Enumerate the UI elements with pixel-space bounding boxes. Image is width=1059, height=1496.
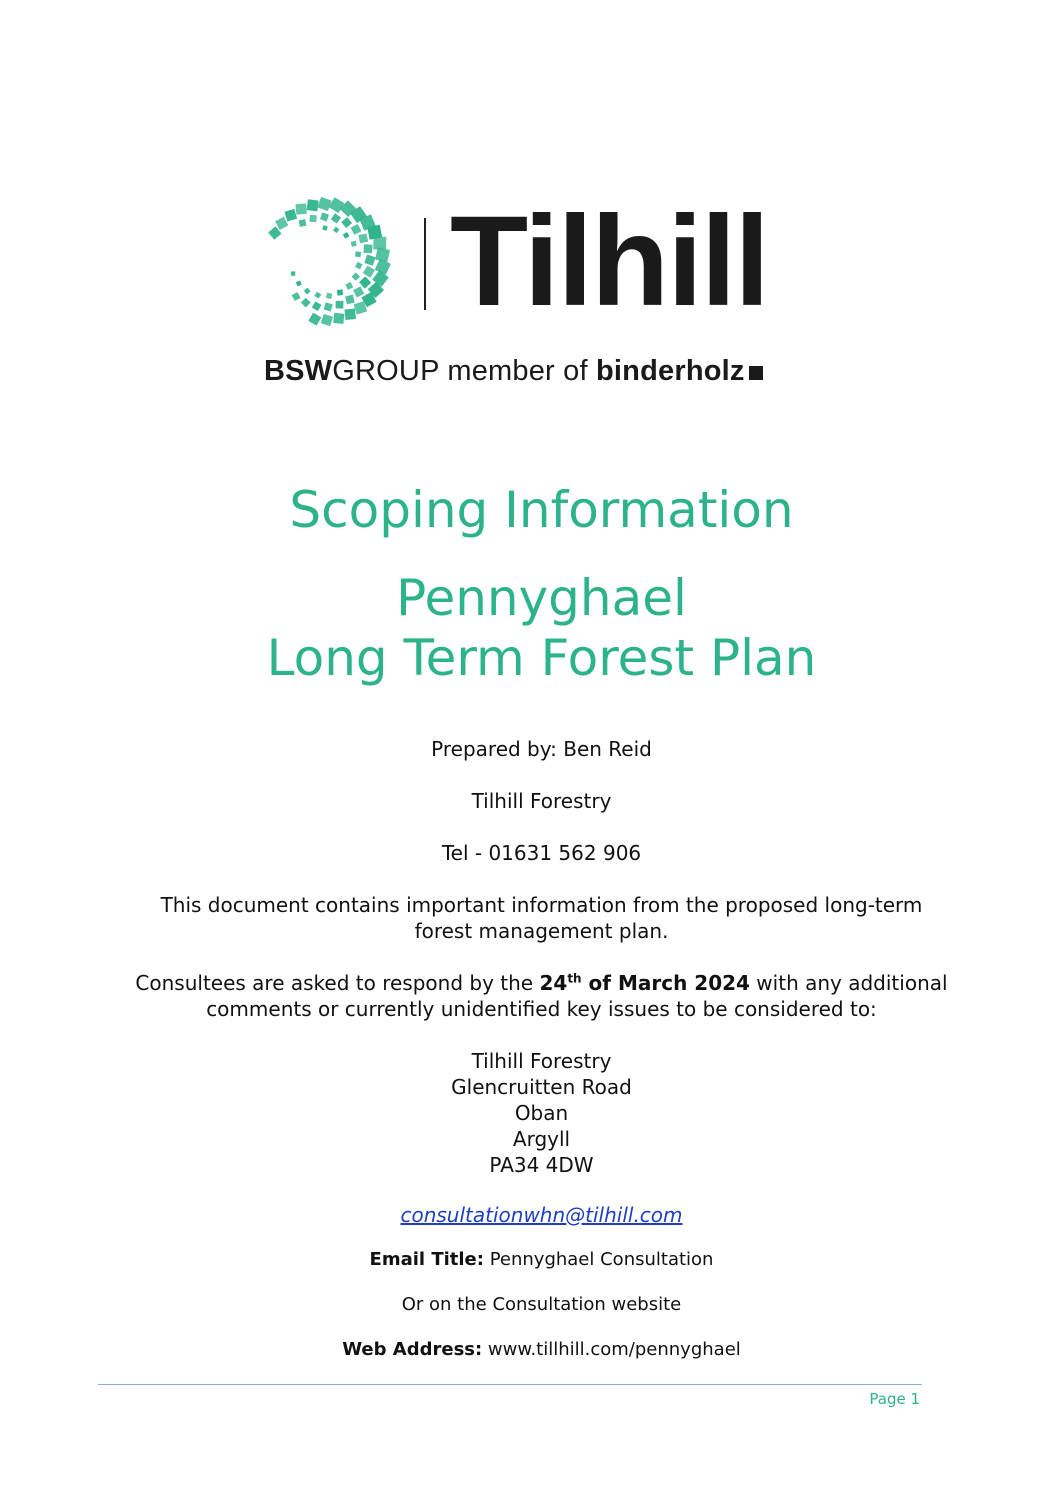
intro-line2: forest management plan.	[414, 919, 669, 943]
tilhill-logo	[250, 192, 810, 392]
tagline-group: GROUP	[332, 355, 440, 387]
logo-mark-square	[333, 227, 339, 233]
tagline-member: member of	[439, 355, 597, 387]
logo-mark-square	[364, 255, 375, 266]
logo-mark-square	[314, 292, 321, 299]
consult-suffix: with any additional	[749, 971, 948, 995]
logo-mark-square	[345, 282, 353, 290]
page-number: Page 1	[869, 1390, 920, 1408]
deadline-month-year: of March 2024	[581, 971, 750, 995]
logo-mark-square	[353, 286, 364, 297]
logo-mark-square	[363, 265, 375, 277]
web-address-value: www.tillhill.com/pennyghael	[482, 1339, 741, 1360]
logo-mark-square	[322, 225, 328, 231]
logo-mark-square	[363, 244, 372, 253]
web-address	[0, 1338, 1059, 1362]
logo-mark-square	[321, 314, 333, 326]
document-title: Scoping Information	[289, 481, 794, 539]
logo-mark-square	[355, 251, 361, 257]
logo-mark-square	[304, 288, 311, 295]
logo-mark-square	[333, 313, 344, 324]
logo-divider	[424, 218, 426, 310]
logo-mark-square	[275, 217, 288, 230]
logo-mark-square	[320, 212, 329, 221]
circular-leaf-mark-icon	[250, 192, 400, 342]
consult-line2: comments or currently unidentified key issues to be considered to:	[206, 997, 877, 1021]
logo-mark-square	[291, 271, 295, 275]
footer-divider	[98, 1384, 922, 1385]
prepared-company: Tilhill Forestry	[471, 789, 612, 813]
email-block	[0, 1202, 1059, 1228]
deadline-day: 24	[539, 971, 568, 995]
logo-mark-square	[296, 281, 302, 287]
logo-mark-square	[296, 203, 307, 214]
email-title	[0, 1248, 1059, 1272]
logo-mark-square	[359, 276, 371, 288]
logo-mark-square	[373, 237, 386, 250]
logo-mark-square	[317, 197, 331, 211]
logo-mark-square	[326, 293, 332, 299]
tagline-partner: binderholz	[596, 355, 745, 387]
address-line5: PA34 4DW	[489, 1153, 594, 1177]
intro-line1: This document contains important information from the proposed long-term	[160, 893, 923, 917]
address-line2: Glencruitten Road	[451, 1075, 632, 1099]
logo-mark-square	[344, 308, 355, 319]
logo-mark-square	[299, 219, 307, 227]
logo-mark-square	[331, 213, 341, 223]
postal-address	[0, 1048, 1059, 1178]
logo-mark-square	[352, 272, 360, 280]
logo-mark-square	[308, 313, 321, 326]
logo-mark-square	[292, 292, 301, 301]
website-text: Or on the Consultation website	[401, 1294, 682, 1315]
address-line1: Tilhill Forestry	[471, 1049, 612, 1073]
logo-mark-square	[375, 259, 391, 275]
document-subtitle-line1: Pennyghael	[396, 569, 687, 627]
logo-mark-square	[284, 209, 297, 222]
binderholz-square-icon	[749, 366, 763, 380]
document-subtitle-line2: Long Term Forest Plan	[266, 629, 817, 687]
logo-mark-square	[336, 301, 344, 309]
tagline-bsw: BSW	[264, 355, 333, 387]
intro-text	[0, 892, 1059, 944]
logo-mark-square	[355, 262, 362, 269]
web-address-label: Web Address:	[342, 1339, 483, 1360]
logo-mark-square	[312, 301, 322, 311]
logo-mark-square	[341, 217, 352, 228]
logo-mark-square	[345, 295, 355, 305]
logo-mark-square	[337, 289, 343, 295]
logo-mark-square	[351, 224, 362, 235]
logo-mark-square	[358, 233, 368, 243]
prepared-by: Prepared by: Ben Reid	[431, 737, 652, 761]
address-line3: Oban	[514, 1101, 569, 1125]
email-link[interactable]: consultationwhn@tilhill.com	[400, 1203, 683, 1227]
logo-mark-square	[309, 215, 316, 222]
address-line4: Argyll	[512, 1127, 571, 1151]
logo-mark-square	[351, 241, 357, 247]
consult-line1	[0, 970, 1059, 996]
logo-mark-square	[343, 232, 350, 239]
deadline-ordinal: th	[567, 971, 582, 986]
email-title-value: Pennyghael Consultation	[483, 1249, 714, 1270]
logo-mark-square	[324, 302, 333, 311]
consult-prefix: Consultees are asked to respond by the	[135, 971, 540, 995]
consultation-request	[0, 970, 1059, 1022]
telephone: Tel - 01631 562 906	[441, 841, 642, 865]
consult-deadline	[539, 971, 749, 995]
tagline	[264, 355, 763, 388]
email-title-label: Email Title:	[369, 1249, 484, 1270]
brand-wordmark: Tilhill	[450, 190, 768, 333]
logo-mark-square	[301, 298, 311, 308]
logo-mark-square	[307, 199, 319, 211]
